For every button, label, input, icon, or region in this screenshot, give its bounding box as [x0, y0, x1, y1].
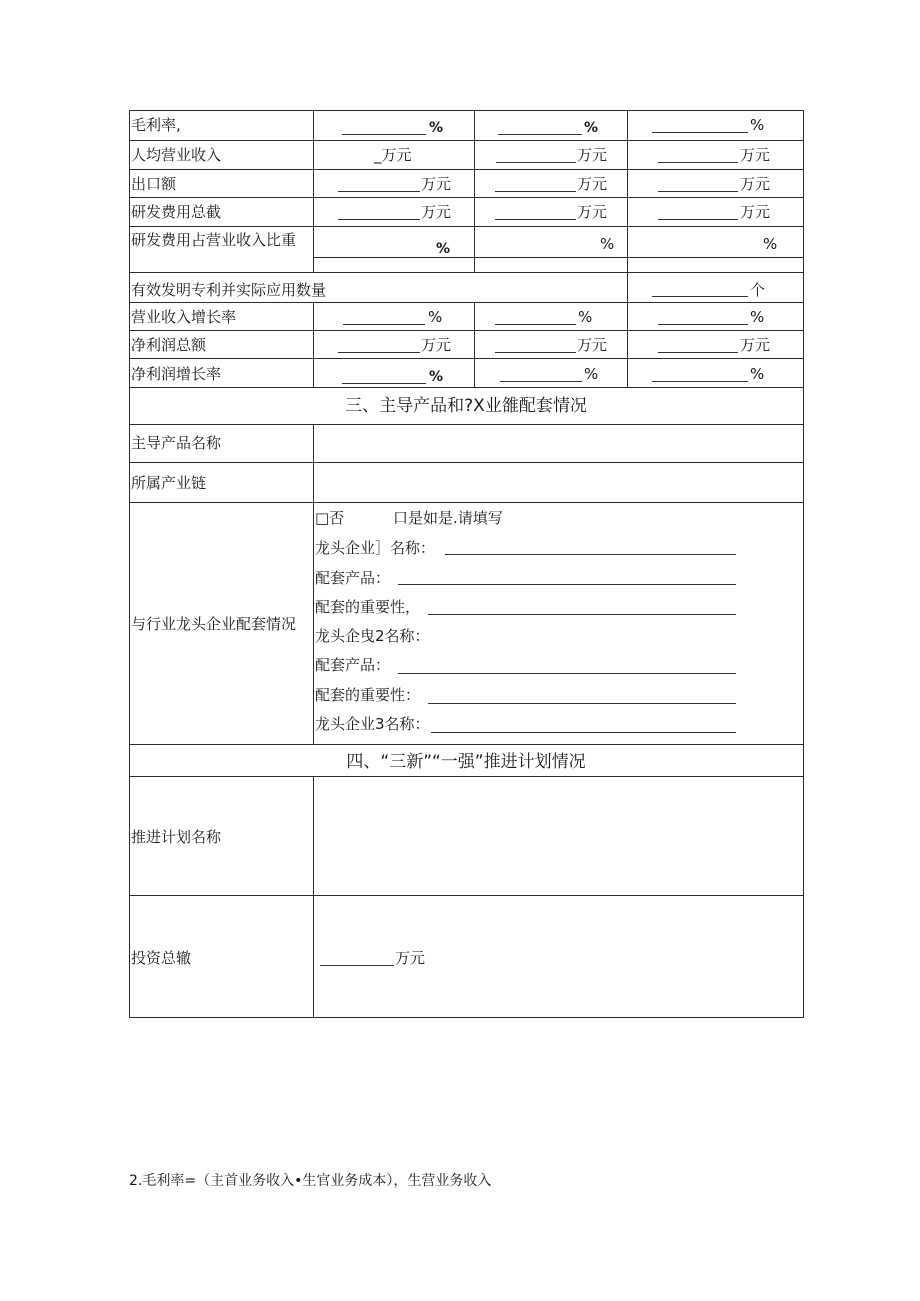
- export-amount-y2-input[interactable]: [495, 191, 576, 192]
- unit-wan-yuan: 万元: [421, 203, 452, 221]
- net-profit-y3-input[interactable]: [658, 352, 738, 353]
- revenue-per-capita-y2-input[interactable]: [496, 162, 576, 163]
- matching-product-1-input[interactable]: [398, 584, 736, 585]
- unit-wan-yuan: 万元: [740, 175, 771, 193]
- unit-percent: %: [584, 120, 599, 136]
- matching-importance-1-label: 配套的重要性，: [315, 598, 421, 616]
- patent-count-input[interactable]: [652, 296, 748, 297]
- unit-wan-yuan: 万元: [395, 949, 426, 967]
- unit-percent: %: [750, 116, 765, 134]
- section-3-title: 三、主导产品和?X业雒配套情况: [345, 396, 587, 416]
- unit-wan-yuan: 万元: [421, 175, 452, 193]
- unit-percent: %: [584, 365, 599, 383]
- unit-percent: %: [429, 369, 444, 385]
- gross-margin-y3-input[interactable]: [652, 132, 748, 133]
- matching-product-1-label: 配套产品：: [315, 569, 391, 587]
- unit-percent: %: [428, 308, 443, 326]
- unit-wan-yuan: _万元: [374, 146, 412, 164]
- unit-wan-yuan: 万元: [577, 146, 608, 164]
- unit-percent: %: [763, 235, 778, 253]
- label-gross-margin: 毛利率,: [131, 116, 181, 134]
- revenue-growth-y1-input[interactable]: [343, 324, 425, 325]
- section-4-title: 四、“三新”“一强”推进计划情况: [346, 752, 586, 772]
- unit-percent: %: [750, 365, 765, 383]
- revenue-growth-y3-input[interactable]: [658, 324, 748, 325]
- industry-chain-field[interactable]: [316, 465, 800, 499]
- unit-wan-yuan: 万元: [740, 203, 771, 221]
- unit-wan-yuan: 万元: [577, 336, 608, 354]
- label-patent-count: 有效发明专利并实际应用数量: [131, 281, 327, 299]
- matching-importance-2-input[interactable]: [428, 703, 736, 704]
- revenue-per-capita-y3-input[interactable]: [658, 162, 738, 163]
- rd-total-y2-input[interactable]: [495, 219, 576, 220]
- export-amount-y1-input[interactable]: [338, 191, 420, 192]
- net-profit-growth-y2-input[interactable]: [500, 381, 582, 382]
- label-main-product-name: 主导产品名称: [131, 434, 222, 452]
- rd-total-y3-input[interactable]: [658, 219, 738, 220]
- label-revenue-per-capita: 人均营业收入: [131, 146, 222, 164]
- label-industry-chain: 所属产业链: [131, 474, 207, 492]
- label-plan-name: 推进计划名称: [131, 828, 222, 846]
- unit-count: 个: [750, 281, 766, 299]
- option-no-checkbox[interactable]: □否: [315, 509, 345, 527]
- matching-product-2-input[interactable]: [398, 673, 736, 674]
- net-profit-y2-input[interactable]: [495, 352, 576, 353]
- net-profit-y1-input[interactable]: [338, 352, 420, 353]
- unit-percent: %: [750, 308, 765, 326]
- leader-1-name-input[interactable]: [445, 554, 736, 555]
- option-yes-checkbox[interactable]: 口是如是.请填写: [393, 509, 503, 527]
- matching-importance-1-input[interactable]: [428, 614, 736, 615]
- unit-percent: %: [436, 241, 451, 257]
- unit-wan-yuan: 万元: [740, 336, 771, 354]
- leader-3-name-label: 龙头企业3名称：: [315, 715, 430, 733]
- unit-percent: %: [429, 120, 444, 136]
- matching-importance-2-label: 配套的重要性：: [315, 686, 421, 704]
- net-profit-growth-y3-input[interactable]: [652, 381, 748, 382]
- leader-1-name-label: 龙头企业］名称：: [315, 539, 436, 557]
- label-export-amount: 出口额: [131, 175, 177, 193]
- label-rd-ratio: 研发费用占营业收入比重: [131, 231, 297, 249]
- unit-wan-yuan: 万元: [577, 175, 608, 193]
- matching-product-2-label: 配套产品：: [315, 656, 391, 674]
- unit-percent: %: [578, 308, 593, 326]
- rd-total-y1-input[interactable]: [338, 219, 420, 220]
- plan-name-field[interactable]: [316, 779, 800, 892]
- label-leader-matching: 与行业龙头企业配套情况: [131, 615, 297, 633]
- label-net-profit: 净利润总额: [131, 336, 207, 354]
- label-total-investment: 投资总辙: [131, 949, 192, 967]
- net-profit-growth-y1-input[interactable]: [342, 383, 426, 384]
- leader-2-name-label: 龙头企曳2名称：: [315, 627, 430, 645]
- unit-wan-yuan: 万元: [577, 203, 608, 221]
- label-rd-total: 研发费用总截: [131, 203, 222, 221]
- main-product-name-field[interactable]: [316, 427, 800, 459]
- unit-wan-yuan: 万元: [421, 336, 452, 354]
- total-investment-input[interactable]: [320, 965, 394, 966]
- revenue-growth-y2-input[interactable]: [495, 324, 576, 325]
- leader-3-name-input[interactable]: [431, 732, 736, 733]
- gross-margin-y1-input[interactable]: [342, 134, 426, 135]
- label-net-profit-growth: 净利润增长率: [131, 365, 222, 383]
- unit-percent: %: [600, 235, 615, 253]
- footnote-gross-margin-formula: 2.毛利率=（主首业务收入•生官业务成本），生营业务收入: [129, 1173, 492, 1189]
- label-revenue-growth: 营业收入增长率: [131, 308, 237, 326]
- gross-margin-y2-input[interactable]: [498, 134, 582, 135]
- export-amount-y3-input[interactable]: [658, 191, 738, 192]
- unit-wan-yuan: 万元: [740, 146, 771, 164]
